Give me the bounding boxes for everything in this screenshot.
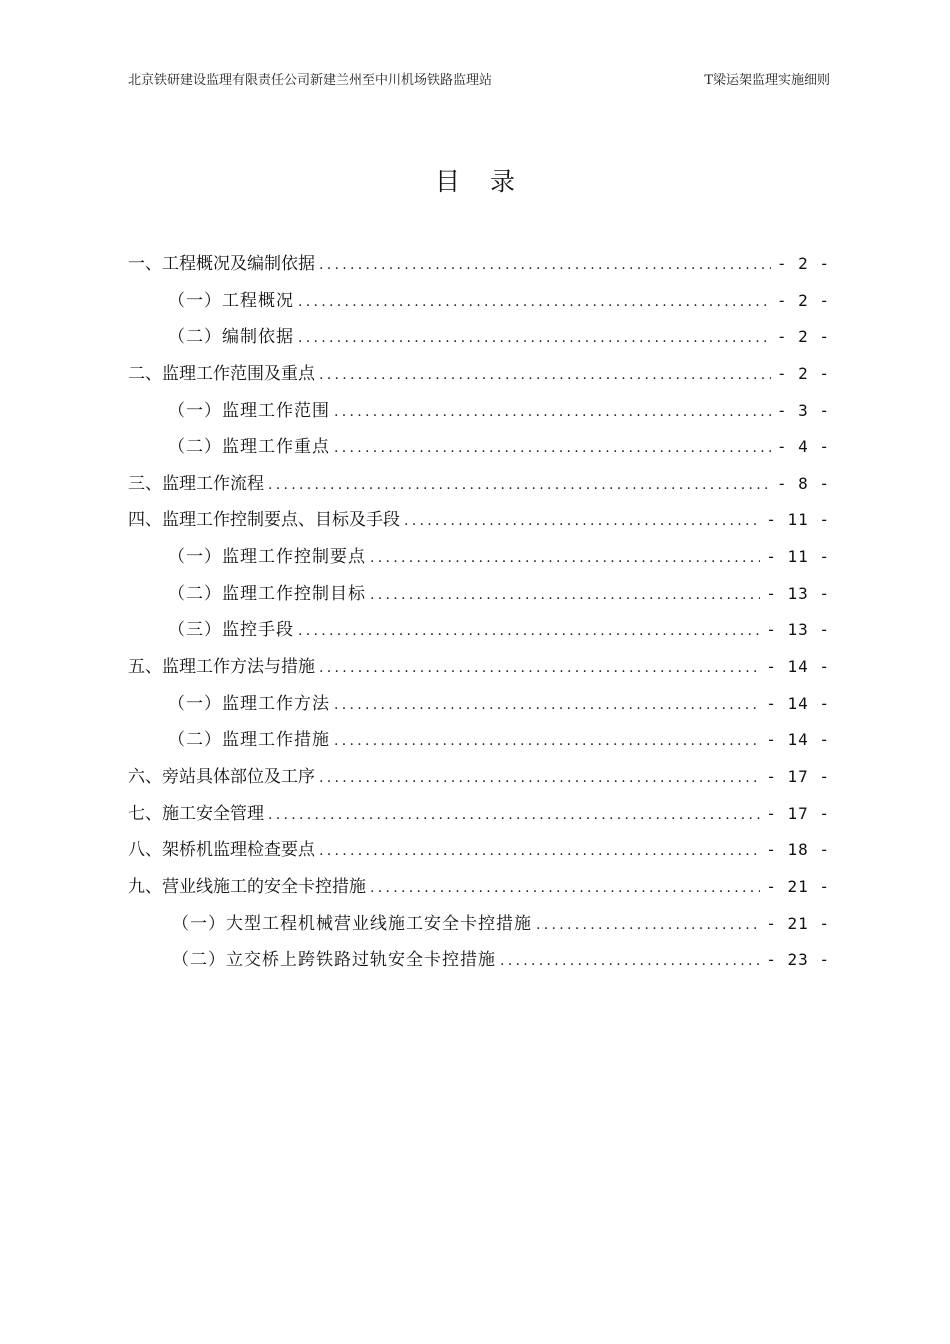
toc-entry[interactable] bbox=[128, 283, 830, 320]
toc-entry[interactable] bbox=[128, 832, 830, 869]
toc-dot-leader bbox=[404, 503, 760, 540]
toc-dot-leader bbox=[334, 430, 771, 467]
toc-entry-page: - 21 - bbox=[766, 913, 830, 933]
toc-entry-page: - 4 - bbox=[776, 437, 830, 457]
toc-entry-label: 七、施工安全管理 bbox=[128, 803, 264, 824]
toc-entry[interactable] bbox=[128, 796, 830, 833]
toc-entry[interactable] bbox=[128, 942, 830, 979]
toc-dot-leader bbox=[268, 797, 760, 834]
toc-entry[interactable] bbox=[128, 869, 830, 906]
toc-title: 目录 bbox=[434, 167, 545, 196]
toc-entry-page: - 17 - bbox=[766, 766, 830, 786]
toc-entry-page: - 8 - bbox=[776, 473, 830, 493]
header-organization: 北京铁研建设监理有限责任公司新建兰州至中川机场铁路监理站 bbox=[128, 73, 493, 88]
toc-entry-label: （一）工程概况 bbox=[168, 290, 294, 311]
page-header bbox=[128, 70, 830, 92]
toc-dot-leader bbox=[370, 540, 760, 577]
toc-entry-label: （一）大型工程机械营业线施工安全卡控措施 bbox=[172, 913, 532, 934]
toc-entry-page: - 21 - bbox=[766, 876, 830, 896]
toc-entry-page: - 18 - bbox=[766, 840, 830, 860]
table-of-contents bbox=[128, 246, 830, 979]
toc-entry[interactable] bbox=[128, 393, 830, 430]
toc-entry-label: （一）监理工作范围 bbox=[168, 400, 330, 421]
toc-entry-label: 四、监理工作控制要点、目标及手段 bbox=[128, 510, 400, 531]
toc-entry[interactable] bbox=[128, 722, 830, 759]
toc-dot-leader bbox=[500, 943, 760, 980]
toc-entry-page: - 23 - bbox=[766, 950, 830, 970]
toc-entry-label: （二）编制依据 bbox=[168, 327, 294, 348]
toc-entry-page: - 13 - bbox=[766, 583, 830, 603]
toc-entry-page: - 3 - bbox=[776, 400, 830, 420]
toc-dot-leader bbox=[334, 394, 771, 431]
toc-entry-page: - 14 - bbox=[766, 693, 830, 713]
toc-entry-page: - 2 - bbox=[776, 363, 830, 383]
toc-dot-leader bbox=[298, 284, 771, 321]
toc-entry-page: - 2 - bbox=[776, 327, 830, 347]
toc-dot-leader bbox=[319, 357, 771, 394]
toc-entry-label: 五、监理工作方法与措施 bbox=[128, 657, 315, 678]
toc-entry[interactable] bbox=[128, 906, 830, 943]
toc-dot-leader bbox=[319, 247, 771, 284]
toc-entry-label: 九、营业线施工的安全卡控措施 bbox=[128, 876, 366, 897]
toc-dot-leader bbox=[298, 613, 760, 650]
toc-entry-page: - 11 - bbox=[766, 510, 830, 530]
toc-entry[interactable] bbox=[128, 466, 830, 503]
toc-entry-label: （二）监理工作重点 bbox=[168, 437, 330, 458]
toc-entry-label: （二）监理工作措施 bbox=[168, 730, 330, 751]
toc-entry-label: 一、工程概况及编制依据 bbox=[128, 254, 315, 274]
toc-entry-label: 二、监理工作范围及重点 bbox=[128, 363, 315, 384]
toc-dot-leader bbox=[268, 467, 771, 504]
toc-entry[interactable] bbox=[128, 612, 830, 649]
toc-entry[interactable] bbox=[128, 686, 830, 723]
toc-entry[interactable] bbox=[128, 356, 830, 393]
toc-dot-leader bbox=[334, 687, 760, 724]
toc-dot-leader bbox=[319, 650, 760, 687]
toc-dot-leader bbox=[319, 760, 760, 797]
toc-entry-page: - 13 - bbox=[766, 620, 830, 640]
toc-entry-label: （二）监理工作控制目标 bbox=[168, 583, 366, 604]
toc-entry-page: - 17 - bbox=[766, 803, 830, 823]
toc-entry-label: （一）监理工作方法 bbox=[168, 693, 330, 714]
toc-dot-leader bbox=[334, 723, 760, 760]
header-document-title: T梁运架监理实施细则 bbox=[704, 73, 830, 88]
toc-entry-page: - 2 - bbox=[776, 254, 830, 273]
toc-entry[interactable] bbox=[128, 246, 830, 283]
toc-entry-page: - 11 - bbox=[766, 547, 830, 567]
toc-entry-page: - 2 - bbox=[776, 290, 830, 310]
toc-dot-leader bbox=[370, 870, 760, 907]
toc-dot-leader bbox=[370, 577, 760, 614]
toc-dot-leader bbox=[536, 907, 760, 944]
toc-entry-page: - 14 - bbox=[766, 657, 830, 677]
toc-entry-label: （三）监控手段 bbox=[168, 620, 294, 641]
toc-entry[interactable] bbox=[128, 539, 830, 576]
toc-entry[interactable] bbox=[128, 759, 830, 796]
toc-dot-leader bbox=[298, 320, 771, 357]
toc-entry[interactable] bbox=[128, 649, 830, 686]
toc-entry[interactable] bbox=[128, 319, 830, 356]
toc-entry[interactable] bbox=[128, 502, 830, 539]
toc-dot-leader bbox=[319, 833, 760, 870]
toc-entry-label: 三、监理工作流程 bbox=[128, 473, 264, 494]
toc-entry[interactable] bbox=[128, 576, 830, 613]
toc-entry-label: 六、旁站具体部位及工序 bbox=[128, 766, 315, 787]
toc-entry-label: （二）立交桥上跨铁路过轨安全卡控措施 bbox=[172, 950, 496, 971]
toc-entry[interactable] bbox=[128, 429, 830, 466]
toc-entry-label: 八、架桥机监理检查要点 bbox=[128, 840, 315, 861]
toc-entry-label: （一）监理工作控制要点 bbox=[168, 547, 366, 568]
toc-entry-page: - 14 - bbox=[766, 730, 830, 750]
